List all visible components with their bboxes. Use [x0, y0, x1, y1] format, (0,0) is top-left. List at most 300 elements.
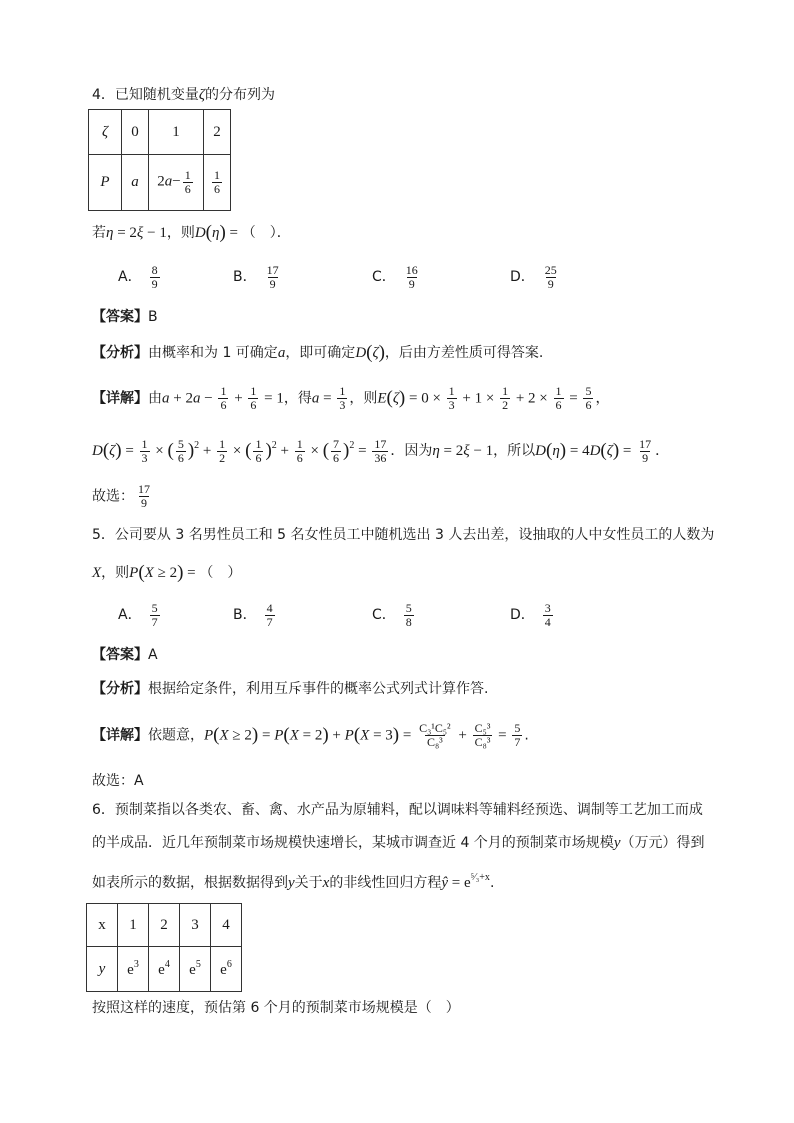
text-run: 的非线性回归方程 — [329, 875, 442, 891]
option-value — [148, 600, 162, 630]
math-paren: ) — [343, 440, 350, 461]
fraction-denominator: 6 — [585, 398, 592, 412]
table-cell — [204, 155, 231, 211]
q5-option-a[interactable] — [118, 600, 162, 630]
fraction-numerator: 1 — [555, 384, 562, 398]
math-variable: ŷ — [441, 875, 449, 891]
fraction-denominator: 7 — [514, 735, 521, 749]
text-run: ． — [655, 443, 670, 459]
math-expr: × — [229, 443, 246, 459]
text-run: ，则 — [349, 390, 378, 407]
math-expr: e — [158, 962, 165, 978]
math-fraction — [265, 264, 281, 291]
math-expr: 2 — [157, 173, 165, 190]
math-expr: + — [454, 727, 471, 744]
fraction-numerator: 1 — [255, 436, 262, 451]
math-variable: η — [552, 443, 560, 459]
fraction-numerator: 1 — [296, 436, 303, 451]
fraction-denominator: 6 — [255, 450, 262, 465]
fraction-denominator: 6 — [555, 398, 562, 412]
math-expr: = — [225, 225, 242, 241]
text-run: 依题意， — [148, 727, 204, 744]
text-run: 由 — [148, 390, 162, 407]
math-paren: ( — [600, 440, 607, 461]
section-tag: 【分析】 — [92, 681, 148, 697]
math-variable: ζ — [109, 443, 116, 459]
math-paren: ( — [213, 724, 220, 746]
fraction-denominator: 2 — [219, 450, 226, 465]
table-cell — [89, 110, 122, 155]
math-expr: 1 — [172, 123, 180, 140]
math-expr: × — [151, 443, 168, 459]
q4-option-c[interactable] — [372, 262, 422, 292]
math-fraction — [212, 169, 222, 196]
math-fraction — [337, 385, 347, 412]
math-superscript: 2 — [194, 440, 200, 451]
math-variable: η — [212, 225, 220, 241]
q5-option-c[interactable] — [372, 600, 416, 630]
fraction-numerator: 1 — [141, 436, 148, 451]
fraction-denominator: 6 — [220, 398, 227, 412]
fraction-numerator: 5 — [514, 721, 521, 735]
q5-stem-line2 — [92, 563, 241, 583]
fraction-numerator: 5 — [405, 600, 412, 615]
fraction-numerator: 5 — [177, 436, 184, 451]
math-expr: = 2 — [113, 225, 137, 241]
table-cell — [149, 155, 204, 211]
math-expr: ≥ 2 — [228, 727, 252, 744]
math-paren: ( — [138, 562, 145, 583]
math-expr: ≥ 2 — [153, 565, 178, 581]
table-cell — [180, 947, 211, 992]
fraction-denominator: 3 — [448, 398, 455, 412]
fraction-denominator: 3 — [141, 450, 148, 465]
math-variable: ζ — [372, 345, 379, 361]
fraction-numerator: 17 — [374, 436, 387, 451]
text-run: （ ）． — [241, 225, 291, 241]
text-run: （万元）得到 — [620, 835, 705, 851]
fraction-numerator: 1 — [502, 384, 509, 398]
option-value — [263, 600, 277, 630]
q5-stem-line1 — [92, 525, 714, 545]
math-expr: = — [494, 727, 511, 744]
fraction-denominator: 3 — [339, 398, 346, 412]
text-run: 由概率和为 1 可确定 — [148, 345, 278, 361]
fraction-numerator: 3 — [544, 600, 551, 615]
math-expr: − — [200, 390, 217, 407]
option-value — [402, 600, 416, 630]
fraction-denominator: 4 — [544, 614, 551, 629]
math-fraction — [447, 385, 457, 412]
text-run: ，后由方差性质可得答案. — [384, 345, 544, 361]
text-run: 6．预制菜指以各类农、畜、禽、水产品为原辅料，配以调味料等辅料经预选、调制等工艺加工而成 — [92, 802, 703, 818]
math-variable: a — [277, 345, 286, 361]
math-expr: = 2 — [439, 443, 464, 459]
math-variable: X — [289, 727, 299, 744]
fraction-denominator: 8 — [405, 614, 412, 629]
q6-stem-line3 — [92, 868, 494, 893]
fraction-numerator: 1 — [214, 168, 220, 182]
math-paren: ) — [322, 724, 329, 746]
math-fraction — [554, 385, 564, 412]
q5-analysis — [92, 679, 488, 699]
math-expr: = — [121, 443, 138, 459]
table-cell — [211, 904, 242, 947]
math-fraction — [217, 438, 227, 465]
math-variable: ζ — [101, 123, 109, 140]
math-fraction — [331, 438, 341, 465]
table-cell — [87, 904, 118, 947]
q4-detail-line1 — [92, 385, 609, 412]
fraction-numerator: 8 — [151, 262, 158, 277]
math-fraction — [295, 438, 305, 465]
table-cell — [149, 110, 204, 155]
option-value — [402, 262, 422, 292]
math-variable: η — [106, 225, 114, 241]
option-value — [541, 600, 555, 630]
q4-choose — [92, 483, 154, 510]
text-run: ，得 — [283, 390, 312, 407]
math-expr: e — [189, 962, 196, 978]
fraction-denominator: 6 — [250, 398, 257, 412]
option-label: A． — [118, 269, 142, 285]
math-variable: a — [164, 173, 173, 190]
math-fraction — [265, 602, 275, 629]
math-paren: ( — [322, 440, 330, 461]
section-tag: 【详解】 — [92, 727, 148, 744]
math-fraction — [136, 483, 152, 510]
text-run: 如表所示的数据，根据数据得到 — [92, 875, 288, 891]
math-fraction — [404, 602, 414, 629]
math-expr: + — [199, 443, 216, 459]
table-cell — [180, 904, 211, 947]
math-paren: ) — [219, 222, 226, 243]
option-label: A． — [118, 607, 142, 623]
math-variable: X — [360, 727, 370, 744]
q4-option-d[interactable] — [510, 262, 561, 292]
math-variable: D — [92, 443, 103, 459]
math-expr: x — [98, 916, 106, 933]
text-run: ，则 — [166, 225, 195, 241]
math-variable: a — [131, 174, 139, 190]
math-variable: ζ — [198, 87, 205, 103]
math-superscript: 5 — [195, 959, 201, 970]
math-variable: P — [100, 174, 110, 190]
math-fraction — [176, 438, 186, 465]
math-fraction — [248, 385, 258, 412]
math-variable: ζ — [392, 390, 399, 407]
math-expr: = — [258, 727, 275, 744]
fraction-numerator: 1 — [219, 436, 226, 451]
math-expr: = — [399, 727, 416, 744]
q4-condition — [92, 223, 291, 243]
q5-choose — [92, 771, 144, 791]
math-variable: D — [194, 225, 206, 241]
fraction-denominator: 9 — [141, 496, 147, 510]
math-paren: ) — [115, 440, 122, 461]
math-paren: ) — [265, 440, 272, 461]
math-variable: P — [274, 727, 284, 744]
math-paren: ) — [398, 387, 406, 409]
fraction-numerator: 1 — [184, 168, 191, 182]
math-paren: ( — [283, 724, 290, 746]
math-fraction — [218, 385, 228, 412]
table-cell — [149, 904, 180, 947]
math-variable: a — [162, 390, 170, 407]
math-variable: ξ — [463, 443, 470, 459]
math-fraction — [637, 438, 653, 465]
text-run: （ ） — [199, 565, 242, 581]
section-tag: 【详解】 — [92, 390, 148, 407]
math-expr: 4 — [222, 916, 230, 933]
text-run: A — [148, 647, 158, 663]
math-expr: = — [619, 443, 636, 459]
math-variable: X — [92, 565, 102, 581]
table-cell — [122, 155, 149, 211]
math-expr: + — [230, 390, 247, 407]
math-superscript: 2 — [271, 440, 277, 451]
text-run: 的半成品．近几年预制菜市场规模快速增长，某城市调查近 4 个月的预制菜市场规模 — [92, 835, 614, 851]
fraction-numerator: 4 — [266, 600, 273, 615]
option-value — [263, 262, 283, 292]
fraction-denominator: 2 — [502, 398, 509, 412]
option-label: B． — [233, 269, 257, 285]
table-cell — [149, 947, 180, 992]
table-row — [87, 904, 242, 947]
math-paren: ( — [366, 342, 373, 363]
q4-analysis — [92, 343, 543, 363]
fraction-numerator: 25 — [544, 262, 557, 277]
fraction-numerator: 1 — [339, 384, 346, 398]
q4-detail-line2 — [92, 436, 669, 465]
text-run: 的分布列为 — [205, 87, 275, 103]
math-expr: e — [127, 962, 134, 978]
math-variable: X — [219, 727, 229, 744]
option-label: B． — [233, 607, 257, 623]
math-superscript: 3 — [133, 959, 139, 970]
fraction-denominator: 7 — [151, 614, 158, 629]
math-expr: = 3 — [369, 727, 393, 744]
table-cell — [122, 110, 149, 155]
option-value — [541, 262, 561, 292]
fraction-denominator: 9 — [408, 276, 415, 291]
q6-question — [92, 998, 460, 1018]
math-paren: ( — [205, 222, 212, 243]
option-label: C． — [372, 607, 396, 623]
math-fraction — [543, 602, 553, 629]
text-run: . — [524, 727, 529, 744]
text-run: ，即可确定 — [285, 345, 356, 361]
math-expr: + 1 × — [458, 390, 499, 407]
math-paren: ) — [177, 562, 184, 583]
math-paren: ( — [167, 440, 174, 461]
q4-distribution-table — [88, 109, 231, 211]
fraction-denominator: 6 — [214, 182, 220, 196]
text-run: B — [148, 309, 158, 325]
fraction-denominator: 6 — [333, 450, 340, 465]
fraction-denominator: 9 — [269, 276, 276, 291]
math-fraction — [543, 264, 559, 291]
math-paren: ) — [378, 342, 385, 363]
math-paren: ) — [392, 724, 400, 746]
math-expr: 3 — [191, 916, 199, 933]
text-run: 4．已知随机变量 — [92, 87, 199, 103]
text-run: ，所以 — [493, 443, 536, 459]
math-expr: = 1 — [260, 390, 284, 407]
math-variable: η — [432, 443, 440, 459]
math-variable: D — [355, 345, 367, 361]
text-run: 根据给定条件，利用互斥事件的概率公式列式计算作答. — [148, 681, 489, 697]
q5-answer — [92, 645, 158, 665]
text-run: ．因为 — [390, 443, 433, 459]
math-paren: ) — [559, 440, 567, 461]
math-fraction — [500, 385, 510, 412]
table-row — [87, 947, 242, 992]
math-variable: P — [344, 727, 354, 744]
math-variable: P — [204, 727, 214, 744]
option-label: D． — [510, 269, 535, 285]
fraction-numerator: 5 — [151, 600, 158, 615]
math-expr: = 4 — [566, 443, 590, 459]
text-run: 按照这样的速度，预估第 6 个月的预制菜市场规模是（ ） — [92, 1000, 460, 1016]
math-expr: = — [354, 443, 371, 459]
q4-option-b[interactable] — [233, 262, 283, 292]
math-fraction — [140, 438, 150, 465]
math-variable: a — [192, 390, 201, 407]
fraction-denominator: 36 — [374, 450, 387, 465]
table-cell — [87, 947, 118, 992]
math-superscript: 2 — [349, 440, 355, 451]
option-value — [148, 262, 162, 292]
fraction-numerator: 1 — [250, 384, 257, 398]
math-fraction — [512, 722, 522, 749]
q6-data-table — [86, 903, 242, 992]
section-tag: 【分析】 — [92, 345, 148, 361]
text-run: ， — [595, 390, 610, 407]
math-variable: ξ — [136, 225, 144, 241]
text-run: 5．公司要从 3 名男性员工和 5 名女性员工中随机选出 3 人去出差，设抽取的人中女性员工的人数为 — [92, 527, 715, 543]
math-paren: ) — [612, 440, 620, 461]
fraction-denominator: 9 — [642, 450, 649, 465]
math-expr: = 0 × — [405, 390, 445, 407]
q6-stem-line1 — [92, 800, 703, 820]
fraction-denominator: 6 — [296, 450, 303, 465]
q6-stem-line2 — [92, 833, 704, 853]
text-run: ，则 — [101, 565, 130, 581]
q4-option-a[interactable] — [118, 262, 162, 292]
math-variable: x — [322, 875, 330, 891]
math-expr: = e — [448, 875, 471, 891]
q4-answer — [92, 307, 158, 327]
math-expr: = — [565, 390, 582, 407]
math-variable: D — [589, 443, 601, 459]
math-expr: + — [328, 727, 345, 744]
fraction-denominator: C₈³ — [426, 735, 443, 749]
fraction-denominator: 7 — [266, 614, 273, 629]
math-variable: y — [613, 835, 621, 851]
fraction-numerator: 17 — [639, 436, 652, 451]
math-expr: = 2 — [298, 727, 323, 744]
text-run: 故选：A — [92, 773, 144, 789]
table-cell — [89, 155, 122, 211]
fraction-numerator: 7 — [333, 436, 340, 451]
math-expr: × — [306, 443, 323, 459]
q5-detail — [92, 722, 529, 749]
math-paren: ) — [251, 724, 259, 746]
math-expr: 2 — [213, 123, 221, 140]
math-fraction — [473, 722, 493, 749]
section-tag: 【答案】 — [92, 647, 148, 663]
math-expr: e — [220, 962, 227, 978]
q4-stem — [92, 85, 275, 105]
math-variable: ζ — [606, 443, 613, 459]
fraction-denominator: C₈³ — [474, 735, 491, 749]
math-variable: P — [129, 565, 139, 581]
math-paren: ( — [102, 440, 110, 461]
q5-option-b[interactable] — [233, 600, 277, 630]
fraction-numerator: 16 — [405, 262, 418, 277]
math-paren: ( — [386, 387, 393, 409]
math-fraction — [372, 438, 388, 465]
math-variable: a — [311, 390, 320, 407]
math-expr: + — [276, 443, 293, 459]
math-fraction — [253, 438, 263, 465]
math-paren: ) — [187, 440, 195, 461]
math-paren: ( — [353, 724, 361, 746]
math-expr: − 1 — [143, 225, 167, 241]
fraction-numerator: C₅³ — [474, 721, 491, 735]
table-cell — [118, 947, 149, 992]
text-run: 故选： — [92, 488, 134, 505]
math-expr: 1 — [129, 916, 137, 933]
fraction-numerator: 17 — [266, 262, 279, 277]
fraction-numerator: C₃¹C₅² — [419, 721, 451, 735]
math-variable: D — [535, 443, 546, 459]
q5-option-d[interactable] — [510, 600, 555, 630]
math-superscript: 6 — [226, 959, 232, 970]
text-run: 若 — [92, 225, 106, 241]
math-variable: y — [288, 875, 295, 891]
math-paren: ( — [245, 440, 252, 461]
math-superscript: ⁵⁄₃+x — [470, 872, 490, 883]
fraction-numerator: 1 — [448, 384, 455, 398]
math-variable: y — [98, 960, 106, 977]
fraction-numerator: 1 — [220, 384, 227, 398]
math-variable: E — [377, 390, 387, 407]
q5-options — [0, 600, 794, 630]
math-superscript: 4 — [164, 959, 170, 970]
table-cell — [204, 110, 231, 155]
section-tag: 【答案】 — [92, 309, 148, 325]
option-label: D． — [510, 607, 535, 623]
math-expr: + 2 — [169, 390, 193, 407]
math-fraction — [150, 602, 160, 629]
math-fraction — [583, 385, 593, 412]
math-expr: = — [319, 390, 336, 407]
math-expr: = — [183, 565, 200, 581]
math-expr: + 2 × — [512, 390, 552, 407]
q4-options — [0, 262, 794, 292]
math-expr: − 1 — [469, 443, 494, 459]
math-fraction — [404, 264, 420, 291]
math-expr: − — [172, 173, 181, 190]
fraction-denominator: 9 — [151, 276, 158, 291]
table-row — [89, 110, 231, 155]
fraction-numerator: 5 — [585, 384, 592, 398]
fraction-denominator: 6 — [177, 450, 184, 465]
math-fraction — [417, 722, 453, 749]
table-cell — [118, 904, 149, 947]
